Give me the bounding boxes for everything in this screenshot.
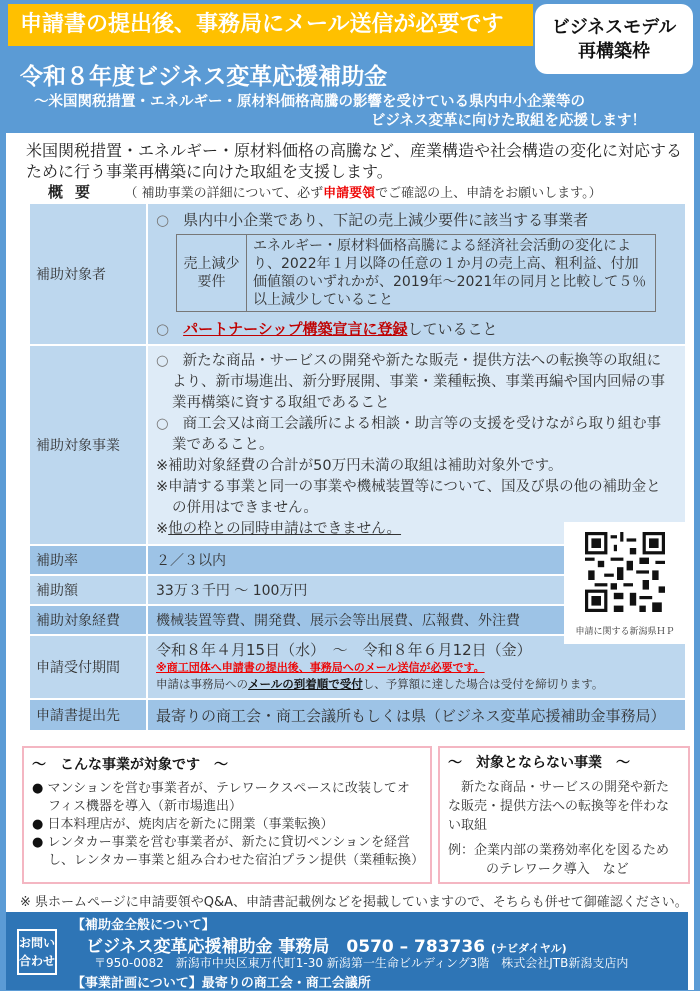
overview-heading <box>30 181 602 202</box>
row-content: 最寄りの商工会・商工会議所もしくは県（ビジネス変革応援補助金事務局） <box>147 699 686 731</box>
office-name-phone: ビジネス変革応援補助金 事務局 0570 – 783736 <box>86 937 486 957</box>
target-item2-rest: していること <box>407 320 498 338</box>
project-item1: 新たな商品・サービスの開発や新たな販売・提供方法への転換等の取組により、新市場進出、新分野展開、事業・業種転換、事業再編や国内回帰の事業再構築に資する取組であること <box>172 352 665 411</box>
general-label: 【補助金全般について】 <box>72 918 215 933</box>
overview-note-after: でご確認の上、申請をお願いします。） <box>375 186 602 201</box>
navi-dial-label: (ナビダイヤル) <box>490 942 567 955</box>
circle-bullet-icon: ○ <box>156 352 169 369</box>
row-content: ２／３以内 <box>147 545 686 575</box>
examples-list <box>32 780 425 870</box>
badge-line1: ビジネスモデル <box>551 17 677 38</box>
overview-note <box>124 186 601 201</box>
table-row-submit <box>29 699 686 731</box>
period-note-bold: メールの到着順で受付 <box>248 676 363 691</box>
page-subtitle <box>34 93 674 131</box>
header-banner <box>6 0 694 133</box>
overview-note-before: （ 補助事業の詳細について、必ず <box>124 186 324 201</box>
overview-table <box>28 202 687 732</box>
row-label: 補助額 <box>29 575 147 605</box>
row-label: 補助率 <box>29 545 147 575</box>
office-address: 〒950-0082 新潟市中央区東万代町1-30 新潟第一生命ビルディング3階 株式会社JTB新潟支店内 <box>94 956 629 970</box>
sales-decline-requirement <box>176 234 656 312</box>
target-item1: 県内中小企業であり、下記の売上減少要件に該当する事業者 <box>183 211 589 229</box>
inquiry-badge: お問い合わせ <box>17 929 57 975</box>
page-title: 令和８年度ビジネス変革応援補助金 <box>20 64 388 90</box>
overview-title: 概要 <box>48 183 103 201</box>
circle-bullet-icon: ○ <box>156 211 170 229</box>
email-notice-banner: 申請書の提出後、事務局にメール送信が必要です <box>8 4 533 46</box>
contact-footer <box>6 912 688 990</box>
guideline-link[interactable]: 申請要領 <box>323 186 376 201</box>
row-label: 補助対象者 <box>29 203 147 345</box>
row-label: 申請書提出先 <box>29 699 147 731</box>
project-item2: 商工会又は商工会議所による相談・助言等の支援を受けながら取り組む事業であること。 <box>172 415 662 453</box>
period-note-before: 申請は事務局への <box>156 676 248 691</box>
circle-bullet-icon: ○ <box>156 320 170 338</box>
intro-text: 米国関税措置・エネルギー・原材料価格の高騰など、産業構造や社会構造の変化に対応するために行う事業再構築に向けた取組を支援します。 <box>26 141 683 181</box>
list-item: ● マンションを営む事業者が、テレワークスペースに改装してオフィス機器を導入（新市場進出） <box>32 780 422 816</box>
requirement-label: 売上減少要件 <box>177 235 247 312</box>
subtitle-line1: ～米国関税措置・エネルギー・原材料価格高騰の影響を受けている県内中小企業等の <box>34 94 585 110</box>
list-item: ● レンタカー事業を営む事業者が、新たに貸切ペンションを経営し、レンタカー事業と組み合わせた宿泊プラン提供（業種転換） <box>32 834 422 870</box>
row-content <box>147 635 686 699</box>
period-note-after: し、予算額に達した場合は受付を締切ります。 <box>362 676 604 691</box>
website-footnote: ※ 県ホームページに申請要領やQ&A、申請書記載例などを掲載していますので、そちらも併せて御確認ください。 <box>20 895 688 910</box>
note3-prefix: ※ <box>156 520 169 537</box>
row-content <box>147 345 686 545</box>
row-content: 33万３千円 ～ 100万円 <box>147 575 686 605</box>
examples-title: ～ こんな事業が対象です ～ <box>32 757 228 773</box>
period-dates: 令和８年４月15日（水） ～ 令和８年６月12日（金） <box>156 640 532 659</box>
list-item: ● 日本料理店が、焼肉店を新たに開業（事業転換） <box>32 816 422 834</box>
partnership-link[interactable]: パートナーシップ構築宣言に登録 <box>183 320 408 338</box>
requirement-text: エネルギー・原材料価格高騰による経済社会活動の変化により、2022年１月以降の任意の１か月の売上高、粗利益、付加価値額のいずれかが、2019年～2021年の同月と比較して５％以上減少していること <box>247 235 656 312</box>
category-badge <box>537 6 691 72</box>
qr-caption: 申請に関する新潟県ＨＰ <box>575 627 675 637</box>
circle-bullet-icon: ○ <box>156 415 169 432</box>
row-content <box>147 203 686 345</box>
row-label: 申請受付期間 <box>29 635 147 699</box>
table-row-period <box>29 635 686 699</box>
project-note3: 他の枠との同時申請はできません。 <box>168 520 402 537</box>
qr-code-icon[interactable] <box>585 532 665 612</box>
plan-contact: 【事業計画について】最寄りの商工会・商工会議所 <box>72 976 371 991</box>
qr-code-panel[interactable] <box>564 522 686 644</box>
project-note1: ※補助対象経費の合計が50万円未満の取組は補助対象外です。 <box>156 457 563 474</box>
badge-line2: 再構築枠 <box>578 41 650 62</box>
row-label: 補助対象事業 <box>29 345 147 545</box>
row-content: 機械装置等費、開発費、展示会等出展費、広報費、外注費 <box>147 605 686 635</box>
excluded-text: 新たな商品・サービスの開発や新たな販売・提供方法への転換等を伴わない取組 <box>448 780 670 833</box>
eligible-examples-box <box>22 746 432 884</box>
ineligible-box <box>438 746 690 884</box>
project-note2: ※申請する事業と同一の事業や機械装置等について、国及び県の他の補助金との併用はできません。 <box>156 478 661 516</box>
table-row-project <box>29 345 686 545</box>
flyer-page <box>6 0 694 990</box>
table-row-target <box>29 203 686 345</box>
subtitle-line2: ビジネス変革に向けた取組を応援します！ <box>370 113 646 129</box>
excluded-example: 例：企業内部の業務効率化を図るためのテレワーク導入 など <box>448 843 670 877</box>
row-label: 補助対象経費 <box>29 605 147 635</box>
period-email-alert: ※商工団体へ申請書の提出後、事務局へのメール送信が必要です。 <box>156 660 485 674</box>
excluded-title: ～ 対象とならない事業 ～ <box>448 755 630 771</box>
